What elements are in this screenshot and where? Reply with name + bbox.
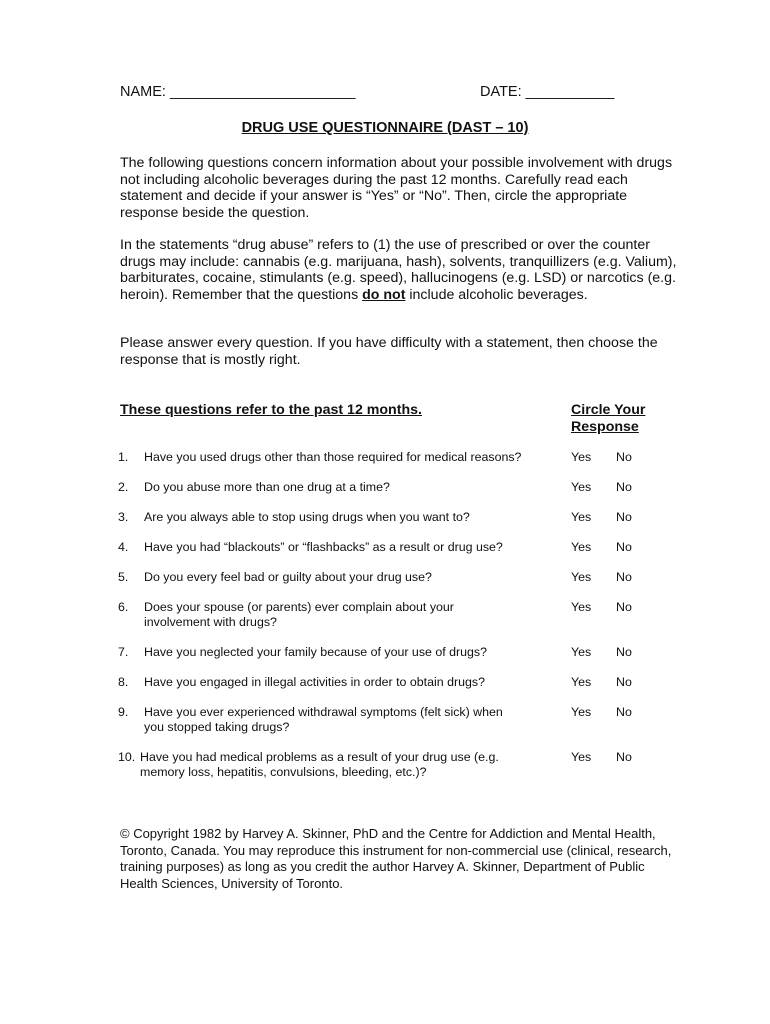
drug-abuse-paragraph	[120, 237, 680, 303]
yes-option[interactable]: Yes	[571, 540, 592, 554]
no-option[interactable]: No	[616, 645, 632, 659]
no-option[interactable]: No	[616, 675, 632, 689]
question-number: 2.	[118, 480, 129, 494]
instructions-paragraph: Please answer every question. If you have difficulty with a statement, then choose the response that is mostly right.	[120, 335, 658, 368]
question-number: 8.	[118, 675, 129, 689]
question-text: Have you neglected your family because of your use of drugs?	[144, 645, 488, 659]
no-option[interactable]: No	[616, 480, 632, 494]
question-number: 6.	[118, 600, 129, 614]
question-text: Have you had medical problems as a result of your drug use (e.g. memory loss, hepatitis, convulsions, bleeding, etc.)?	[140, 750, 499, 779]
no-option[interactable]: No	[616, 510, 632, 524]
drug-abuse-text-before: In the statements “drug abuse” refers to (1) the use of prescribed or over the counter drugs may include: cannabis (e.g. marijuana, hash), solvents, tranquillizers (e.g. Valium), barbiturates, cocaine, stimulants (e.g. speed), hallucinogens (e.g. LSD) or narcotics (e.g. heroin). Remember that the questions	[120, 237, 677, 303]
question-text: Have you had “blackouts” or “flashbacks” as a result or drug use?	[144, 540, 503, 554]
yes-option[interactable]: Yes	[571, 645, 592, 659]
circle-response-header	[571, 402, 681, 436]
do-not-emphasis: do not	[362, 286, 406, 303]
no-option[interactable]: No	[616, 540, 632, 554]
question-text: Have you used drugs other than those required for medical reasons?	[144, 450, 522, 464]
question-text: Have you engaged in illegal activities in order to obtain drugs?	[144, 675, 485, 689]
question-number: 3.	[118, 510, 129, 524]
question-number: 7.	[118, 645, 129, 659]
question-number: 4.	[118, 540, 129, 554]
question-text: Are you always able to stop using drugs when you want to?	[144, 510, 470, 524]
yes-option[interactable]: Yes	[571, 570, 592, 584]
yes-option[interactable]: Yes	[571, 705, 592, 719]
question-text: Do you every feel bad or guilty about your drug use?	[144, 570, 432, 584]
copyright-notice: © Copyright 1982 by Harvey A. Skinner, PhD and the Centre for Addiction and Mental Health, Toronto, Canada. You may reproduce this instrument for non-commercial use (clinical, research, training purposes) as long as you credit the author Harvey A. Skinner, Department of Public Health Sciences, University of Toronto.	[120, 826, 672, 891]
question-number: 1.	[118, 450, 129, 464]
question-text: Does your spouse (or parents) ever complain about your involvement with drugs?	[144, 600, 454, 629]
no-option[interactable]: No	[616, 450, 632, 464]
yes-option[interactable]: Yes	[571, 675, 592, 689]
no-option[interactable]: No	[616, 570, 632, 584]
yes-option[interactable]: Yes	[571, 450, 592, 464]
yes-option[interactable]: Yes	[571, 600, 592, 614]
section-header: These questions refer to the past 12 months.	[120, 402, 422, 418]
question-number: 9.	[118, 705, 129, 719]
yes-option[interactable]: Yes	[571, 480, 592, 494]
no-option[interactable]: No	[616, 705, 632, 719]
question-text: Do you abuse more than one drug at a time?	[144, 480, 390, 494]
question-text: Have you ever experienced withdrawal symptoms (felt sick) when you stopped taking drugs?	[144, 705, 503, 734]
name-field: NAME: _______________________	[120, 84, 356, 100]
yes-option[interactable]: Yes	[571, 510, 592, 524]
date-field: DATE: ___________	[480, 84, 615, 100]
page-title: DRUG USE QUESTIONNAIRE (DAST – 10)	[241, 120, 529, 136]
no-option[interactable]: No	[616, 600, 632, 614]
drug-abuse-text-after: include alcoholic beverages.	[405, 286, 588, 303]
circle-header-line2: Response	[571, 419, 639, 435]
yes-option[interactable]: Yes	[571, 750, 592, 764]
question-number: 10.	[118, 750, 136, 764]
intro-paragraph: The following questions concern information about your possible involvement with drugs not including alcoholic beverages during the past 12 months. Carefully read each statement and decide if your answer is “Yes” or “No”. Then, circle the appropriate response beside the question.	[120, 155, 673, 221]
circle-header-line1: Circle Your	[571, 402, 646, 418]
question-number: 5.	[118, 570, 129, 584]
no-option[interactable]: No	[616, 750, 632, 764]
